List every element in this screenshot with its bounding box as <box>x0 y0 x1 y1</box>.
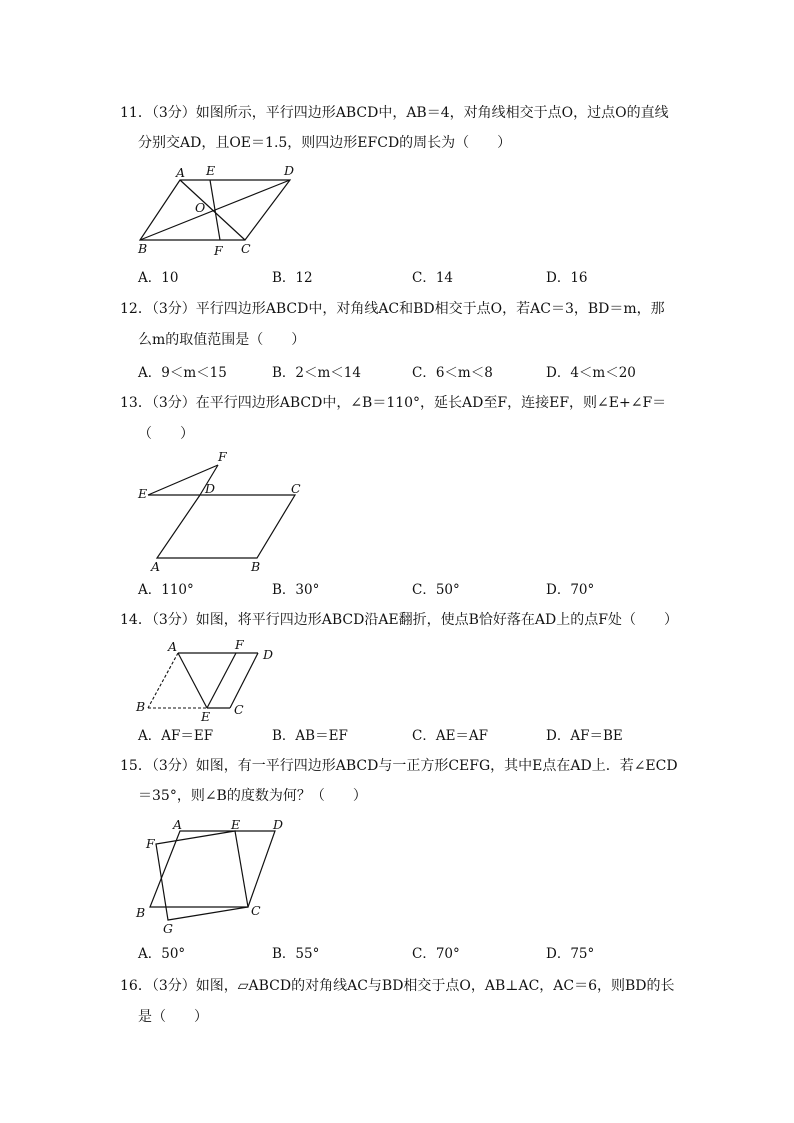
q12-option-c: C．6＜m＜8 <box>412 365 493 381</box>
q13-label-a: A <box>151 559 161 574</box>
q15-label-b: B <box>136 905 146 920</box>
q13-label-f: F <box>218 449 227 464</box>
q11-option-b: B．12 <box>272 270 313 286</box>
q16-stem-line1: 16．（3分）如图，▱ABCD的对角线AC与BD相交于点O，AB⊥AC，AC＝6，则BD的长 <box>120 978 675 994</box>
q14-option-c: C．AE＝AF <box>412 728 489 744</box>
q11-label-f: F <box>214 243 223 258</box>
q11-figure <box>130 160 330 262</box>
q14-label-a: A <box>168 639 178 654</box>
q11-stem-line2: 分别交AD，且OE＝1.5，则四边形EFCD的周长为（ ） <box>138 135 512 151</box>
q11-label-c: C <box>241 241 251 256</box>
q14-option-d: D．AF＝BE <box>546 728 623 744</box>
q15-label-c: C <box>251 903 261 918</box>
q13-option-d: D．70° <box>546 582 595 598</box>
q14-option-a: A．AF＝EF <box>138 728 214 744</box>
q16-stem-line2: 是（ ） <box>138 1009 208 1025</box>
q15-label-a: A <box>173 817 183 832</box>
q15-stem-line1: 15．（3分）如图，有一平行四边形ABCD与一正方形CEFG，其中E点在AD上．若∠ECD <box>120 758 678 774</box>
q14-label-b: B <box>136 699 146 714</box>
q14-label-c: C <box>234 702 244 717</box>
q11-label-d: D <box>284 163 295 178</box>
q15-label-d: D <box>273 817 284 832</box>
q15-label-e: E <box>231 817 241 832</box>
q13-stem-line1: 13．（3分）在平行四边形ABCD中，∠B＝110°，延长AD至F，连接EF，则∠E+∠F＝ <box>120 395 667 411</box>
q12-stem-line2: 么m的取值范围是（ ） <box>138 332 306 348</box>
q11-label-a: A <box>176 165 186 180</box>
q13-label-c: C <box>291 481 301 496</box>
q15-label-f: F <box>146 836 155 851</box>
q13-stem-line2: （ ） <box>138 426 194 442</box>
q11-stem-line1: 11．（3分）如图所示，平行四边形ABCD中，AB＝4，对角线相交于点O，过点O的直线 <box>120 105 669 121</box>
q13-figure <box>130 448 330 578</box>
q13-option-b: B．30° <box>272 582 320 598</box>
q15-figure <box>130 812 300 942</box>
q14-figure <box>130 636 290 724</box>
q13-label-b: B <box>251 559 261 574</box>
q12-stem-line1: 12．（3分）平行四边形ABCD中，对角线AC和BD相交于点O，若AC＝3，BD＝m，那 <box>120 301 665 317</box>
q13-label-e: E <box>138 486 148 501</box>
q15-stem-line2: ＝35°，则∠B的度数为何？（ ） <box>138 788 367 804</box>
q15-label-g: G <box>163 921 173 936</box>
q14-option-b: B．AB＝EF <box>272 728 348 744</box>
q13-option-a: A．110° <box>138 582 194 598</box>
q14-label-d: D <box>263 647 274 662</box>
q13-option-c: C．50° <box>412 582 460 598</box>
q15-option-a: A．50° <box>138 946 186 962</box>
q13-label-d: D <box>205 481 216 496</box>
q11-option-c: C．14 <box>412 270 454 286</box>
q12-option-a: A．9＜m＜15 <box>138 365 227 381</box>
q11-option-a: A．10 <box>138 270 179 286</box>
q11-label-o: O <box>195 200 206 215</box>
q11-option-d: D．16 <box>546 270 588 286</box>
q11-label-e: E <box>206 163 216 178</box>
q15-option-c: C．70° <box>412 946 460 962</box>
q12-option-d: D．4＜m＜20 <box>546 365 636 381</box>
q12-option-b: B．2＜m＜14 <box>272 365 361 381</box>
q14-stem-line1: 14．（3分）如图，将平行四边形ABCD沿AE翻折，使点B恰好落在AD上的点F处（ ） <box>120 612 678 628</box>
q14-label-e: E <box>201 709 211 724</box>
q11-label-b: B <box>138 241 148 256</box>
q15-option-d: D．75° <box>546 946 595 962</box>
q14-label-f: F <box>235 637 244 652</box>
q15-option-b: B．55° <box>272 946 320 962</box>
